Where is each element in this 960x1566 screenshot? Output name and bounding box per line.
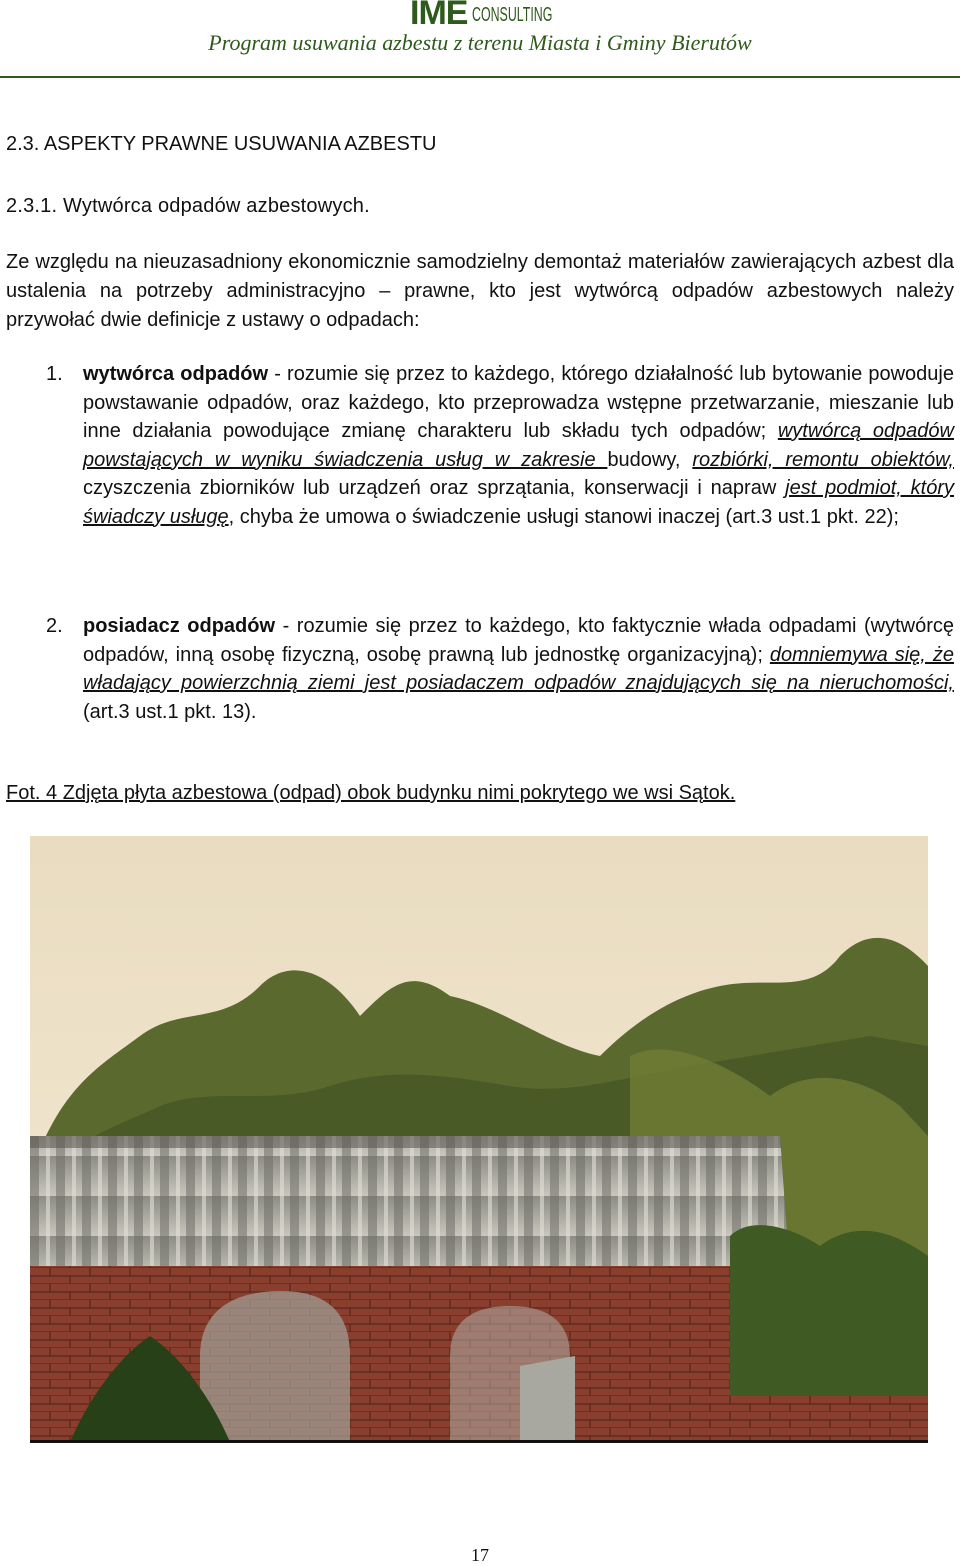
definition-underlined: domniemywa się, że władający powierzchnią ziemi jest posiadaczem odpadów znajdujących się na nieruchomości, xyxy=(83,643,954,694)
ime-consulting-logo xyxy=(410,0,553,32)
definition-body: (art.3 ust.1 pkt. 13). xyxy=(83,700,257,723)
definition-underlined: wytwórcą odpadów powstających w wyniku świadczenia usług w zakresie xyxy=(83,420,954,471)
page-header xyxy=(0,0,960,78)
definition-text xyxy=(83,612,954,726)
definition-underlined: rozbiórki, remontu obiektów, xyxy=(692,448,954,471)
definition-term: wytwórca odpadów xyxy=(83,363,269,385)
photo-caption: Fot. 4 Zdjęta płyta azbestowa (odpad) obok budynku nimi pokrytego we wsi Sątok. xyxy=(6,782,736,804)
definition-body: czyszczenia zbiorników lub urządzeń oraz sprzątania, konserwacji i napraw xyxy=(83,477,786,499)
page-number: 17 xyxy=(471,1545,489,1565)
definition-term: posiadacz odpadów xyxy=(83,615,276,637)
definition-body: budowy, xyxy=(607,448,693,471)
header-divider xyxy=(0,76,960,78)
definition-underlined: jest podmiot, który świadczy usługę xyxy=(83,477,954,528)
program-title: Program usuwania azbestu z terenu Miasta i Gminy Bierutów xyxy=(208,30,752,55)
definition-item xyxy=(6,360,954,531)
definition-item xyxy=(6,612,954,726)
definition-number: 1. xyxy=(46,363,63,385)
definition-body: - rozumie się przez to każdego, którego działalność lub bytowanie powoduje powstawanie odpadów, oraz każdego, kto przeprowadza wstępne przetwarzanie, mieszanie lub inne działania powodujące zmianę charakteru lub składu tych odpadów; xyxy=(83,363,954,442)
subsection-heading: 2.3.1. Wytwórca odpadów azbestowych. xyxy=(6,195,370,217)
definition-body: - rozumie się przez to każdego, kto faktycznie włada odpadami (wytwórcę odpadów, inną osobę fizyczną, osobę prawną lub jednostkę organizacyjną); xyxy=(83,615,954,666)
intro-paragraph: Ze względu na nieuzasadniony ekonomicznie samodzielny demontaż materiałów zawierających azbest dla ustalenia na potrzeby administracyjno – prawne, kto jest wytwórcą odpadów azbestowych należy przywołać dwie definicje z ustawy o odpadach: xyxy=(6,251,954,331)
definition-text xyxy=(83,360,954,531)
section-heading: 2.3. ASPEKTY PRAWNE USUWANIA AZBESTU xyxy=(6,133,437,155)
logo-consulting-text: CONSULTING xyxy=(472,4,553,26)
photo-bottom-border xyxy=(30,1440,928,1443)
definition-number: 2. xyxy=(46,615,63,637)
asbestos-roof-photo xyxy=(30,836,928,1442)
logo-ime-text: IME xyxy=(410,0,468,32)
definition-body: , chyba że umowa o świadczenie usługi stanowi inaczej (art.3 ust.1 pkt. 22); xyxy=(228,505,899,528)
